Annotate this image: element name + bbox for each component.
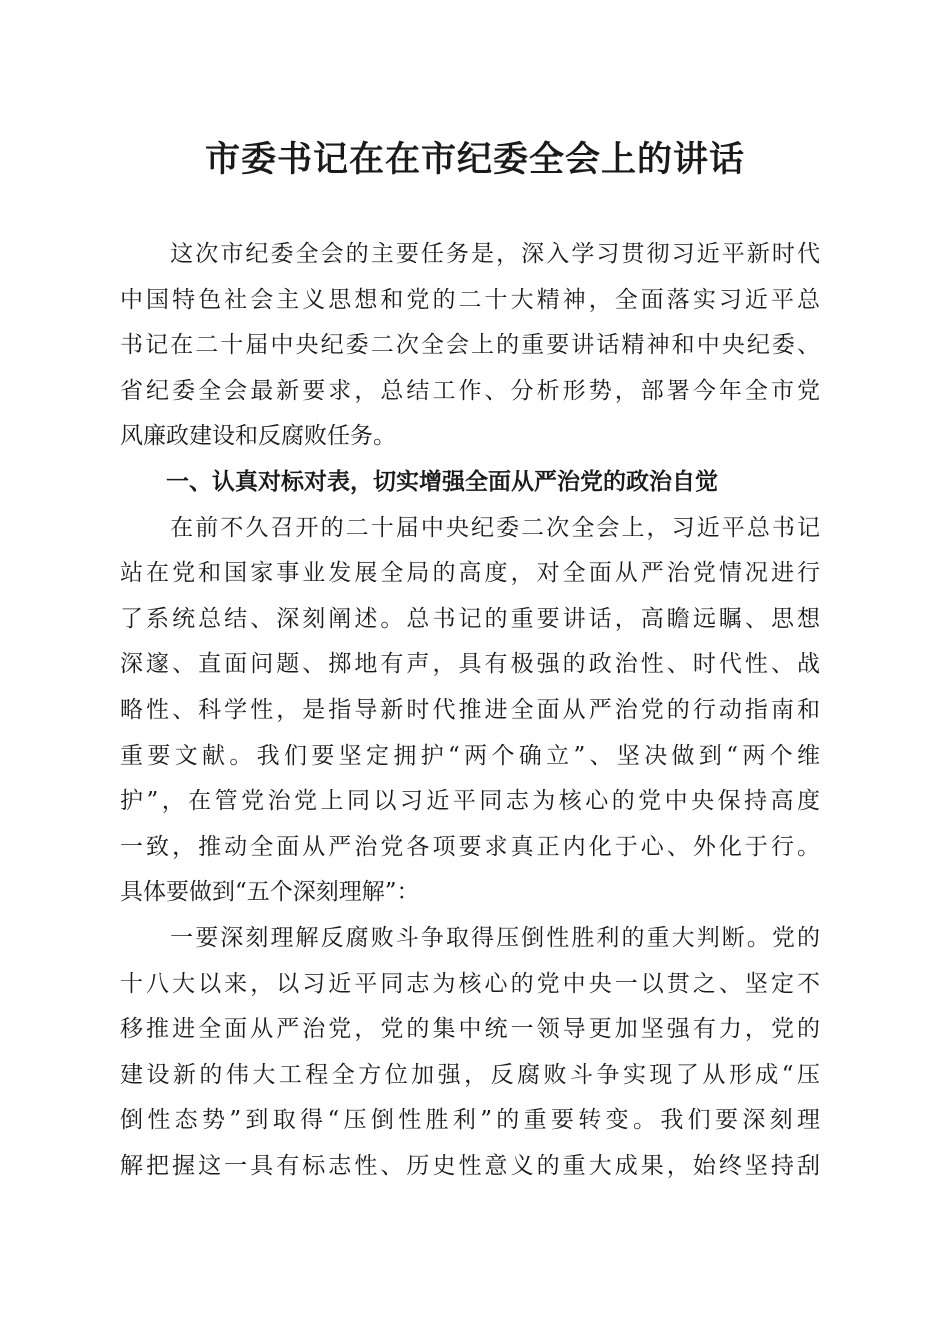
paragraph-line: 具体要做到“五个深刻理解”： [120,879,420,906]
paragraph-line: 移推进全面从严治党，党的集中统一领导更加坚强有力，党的 [120,1016,820,1043]
paragraph-line: 倒性态势”到取得“压倒性胜利”的重要转变。我们要深刻理 [120,1107,820,1134]
paragraph-line: 重要文献。我们要坚定拥护“两个确立”、坚决做到“两个维 [120,742,820,769]
paragraph-line: 书记在二十届中央纪委二次全会上的重要讲话精神和中央纪委、 [120,332,820,359]
paragraph-line: 风廉政建设和反腐败任务。 [120,423,396,450]
paragraph-line: 护”，在管党治党上同以习近平同志为核心的党中央保持高度 [120,788,820,815]
paragraph-line: 一要深刻理解反腐败斗争取得压倒性胜利的重大判断。党的 [120,924,820,951]
paragraph-line: 中国特色社会主义思想和党的二十大精神，全面落实习近平总 [120,286,820,313]
paragraph-line: 了系统总结、深刻阐述。总书记的重要讲话，高瞻远瞩、思想 [120,605,820,632]
paragraph-line: 解把握这一具有标志性、历史性意义的重大成果，始终坚持刮 [120,1152,820,1179]
paragraph-line: 这次市纪委全会的主要任务是，深入学习贯彻习近平新时代 [120,241,820,267]
paragraph-line: 略性、科学性，是指导新时代推进全面从严治党的行动指南和 [120,696,820,723]
document-title: 市委书记在在市纪委全会上的讲话 [204,139,745,180]
paragraph-line: 在前不久召开的二十届中央纪委二次全会上，习近平总书记 [120,514,820,541]
paragraph-line: 建设新的伟大工程全方位加强，反腐败斗争实现了从形成“压 [120,1061,820,1088]
paragraph-line: 深邃、直面问题、掷地有声，具有极强的政治性、时代性、战 [120,651,820,678]
section-heading: 一、认真对标对表，切实增强全面从严治党的政治自觉 [120,468,718,495]
paragraph-line: 站在党和国家事业发展全局的高度，对全面从严治党情况进行 [120,560,820,587]
paragraph-line: 十八大以来，以习近平同志为核心的党中央一以贯之、坚定不 [120,970,820,997]
paragraph-line: 省纪委全会最新要求，总结工作、分析形势，部署今年全市党 [120,377,820,404]
document-body [120,232,820,1189]
paragraph-line: 一致，推动全面从严治党各项要求真正内化于心、外化于行。 [120,833,820,860]
